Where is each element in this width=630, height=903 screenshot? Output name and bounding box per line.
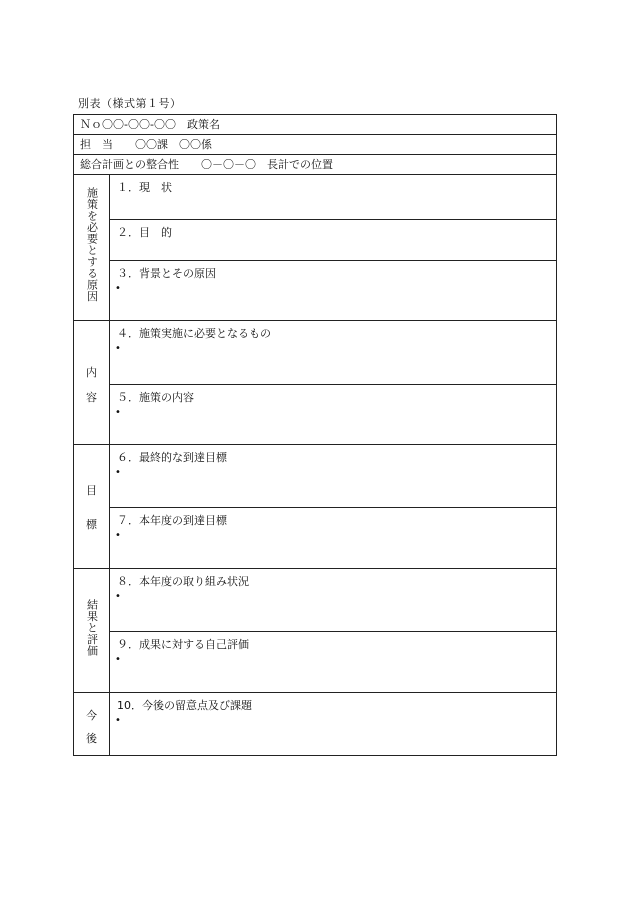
general-plan-consistency-row: 総合計画との整合性 〇－〇－〇 長計での位置: [74, 155, 556, 175]
item-title: 10．今後の留意点及び課題: [117, 699, 252, 712]
group-future-label: [74, 693, 110, 755]
bullet-point: •: [115, 343, 121, 354]
group-content-char-1: 内: [86, 366, 97, 379]
item-requirements: [110, 321, 556, 385]
bullet-point: •: [115, 591, 121, 602]
policy-number-row: Ｎｏ〇〇-〇〇-〇〇 政策名: [74, 115, 556, 135]
person-in-charge-row: 担 当 〇〇課 〇〇係: [74, 135, 556, 155]
item-background: [110, 261, 556, 321]
group-future-char-2: 後: [86, 732, 97, 745]
group-target-char-1: 目: [86, 484, 97, 497]
item-self-evaluation: [110, 632, 556, 693]
bullet-point: •: [115, 283, 121, 294]
item-title: ６．最終的な到達目標: [117, 451, 227, 464]
item-title: ８．本年度の取り組み状況: [117, 575, 249, 588]
item-annual-target: [110, 508, 556, 569]
item-title: ９．成果に対する自己評価: [117, 638, 249, 651]
item-current-status: [110, 175, 556, 220]
item-policy-content: [110, 385, 556, 445]
bullet-point: •: [115, 654, 121, 665]
group-target-char-2: 標: [86, 518, 97, 531]
item-title: １．現 状: [117, 181, 172, 194]
group-cause-text: 施策を必要とする原因: [85, 187, 99, 302]
item-future-issues: [110, 693, 556, 755]
bullet-point: •: [115, 467, 121, 478]
item-title: ２．目 的: [117, 226, 172, 239]
group-future-char-1: 今: [86, 709, 97, 722]
policy-form-table: [73, 114, 557, 756]
item-title: ５．施策の内容: [117, 391, 194, 404]
item-title: ３．背景とその原因: [117, 267, 216, 280]
bullet-point: •: [115, 530, 121, 541]
group-cause-label: [74, 175, 110, 321]
bullet-point: •: [115, 407, 121, 418]
bullet-point: •: [115, 715, 121, 726]
group-content-char-2: 容: [86, 391, 97, 404]
item-title: ４．施策実施に必要となるもの: [117, 327, 271, 340]
item-annual-progress: [110, 569, 556, 632]
group-result-label: [74, 569, 110, 693]
form-caption: 別表（様式第１号）: [78, 97, 182, 110]
item-title: ７．本年度の到達目標: [117, 514, 227, 527]
group-result-text: 結果と評価: [85, 599, 99, 657]
item-purpose: [110, 220, 556, 261]
item-final-target: [110, 445, 556, 508]
group-target-label: [74, 445, 110, 569]
group-content-label: [74, 321, 110, 445]
